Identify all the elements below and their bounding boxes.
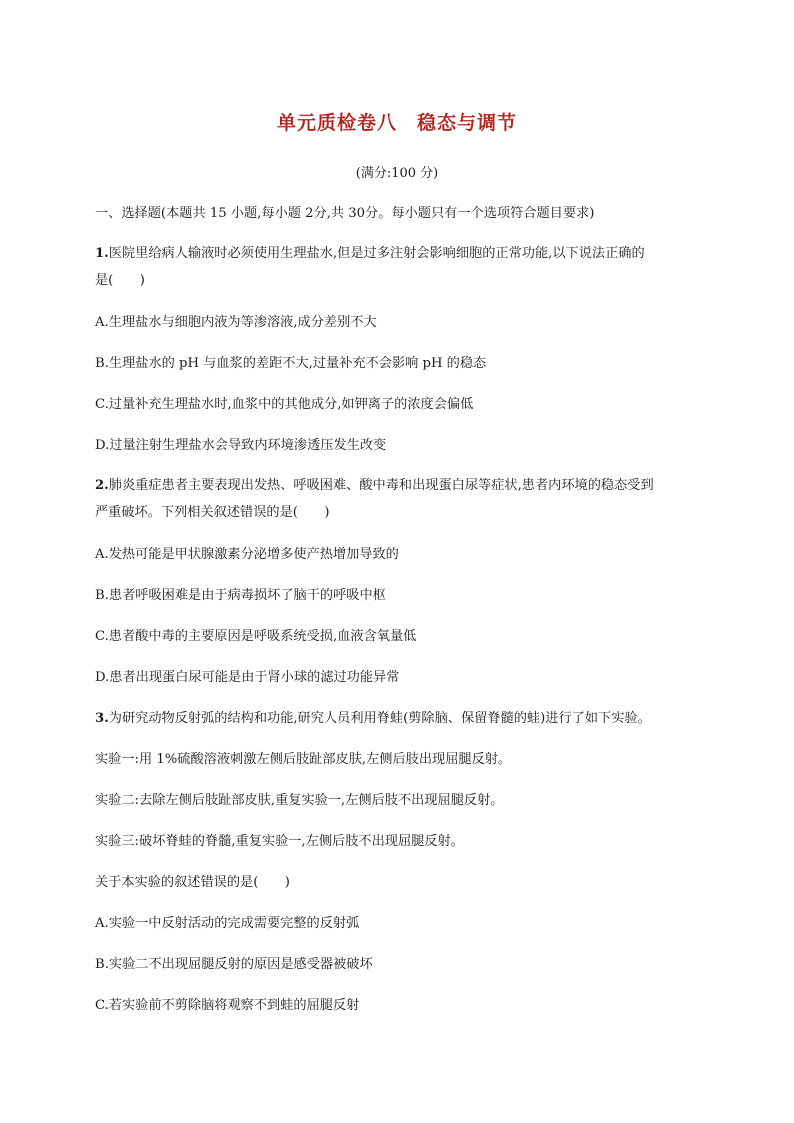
q2-option-c: C.患者酸中毒的主要原因是呼吸系统受损,血液含氧量低 <box>95 629 417 644</box>
q3-question: 关于本实验的叙述错误的是( ) <box>95 875 290 890</box>
q3-number: 3. <box>95 711 109 726</box>
q1-stem-line1: 1.医院里给病人输液时必须使用生理盐水,但是过多注射会影响细胞的正常功能,以下说法正确的 <box>95 246 645 261</box>
q2-option-b: B.患者呼吸困难是由于病毒损坏了脑干的呼吸中枢 <box>95 588 386 603</box>
q1-number: 1. <box>95 246 109 261</box>
q3-experiment-3: 实验三:破坏脊蛙的脊髓,重复实验一,左侧后肢不出现屈腿反射。 <box>95 834 464 849</box>
score-note: (满分:100 分) <box>355 166 439 181</box>
q1-option-b: B.生理盐水的 pH 与血浆的差距不大,过量补充不会影响 pH 的稳态 <box>95 356 487 371</box>
q3-experiment-2: 实验二:去除左侧后肢趾部皮肤,重复实验一,左侧后肢不出现屈腿反射。 <box>95 793 504 808</box>
q3-option-b: B.实验二不出现屈腿反射的原因是感受器被破坏 <box>95 957 373 972</box>
section-header: 一、选择题(本题共 15 小题,每小题 2分,共 30分。每小题只有一个选项符合题目要求) <box>95 206 595 221</box>
q1-option-c: C.过量补充生理盐水时,血浆中的其他成分,如钾离子的浓度会偏低 <box>95 397 474 412</box>
q2-option-a: A.发热可能是甲状腺激素分泌增多使产热增加导致的 <box>95 547 399 562</box>
q1-stem-line2: 是( ) <box>95 273 145 288</box>
q3-experiment-1: 实验一:用 1%硫酸溶液刺激左侧后肢趾部皮肤,左侧后肢出现屈腿反射。 <box>95 752 512 767</box>
page-title: 单元质检卷八 稳态与调节 <box>276 112 517 134</box>
q2-stem-line1: 2.肺炎重症患者主要表现出发热、呼吸困难、酸中毒和出现蛋白尿等症状,患者内环境的稳态受到 <box>95 478 654 493</box>
q2-option-d: D.患者出现蛋白尿可能是由于肾小球的滤过功能异常 <box>95 670 400 685</box>
q3-stem-line1: 3.为研究动物反射弧的结构和功能,研究人员利用脊蛙(剪除脑、保留脊髓的蛙)进行了如下实验。 <box>95 711 651 726</box>
q1-option-a: A.生理盐水与细胞内液为等渗溶液,成分差别不大 <box>95 315 377 330</box>
q2-number: 2. <box>95 478 109 493</box>
q3-option-c: C.若实验前不剪除脑将观察不到蛙的屈腿反射 <box>95 998 360 1013</box>
q1-option-d: D.过量注射生理盐水会导致内环境渗透压发生改变 <box>95 438 387 453</box>
q3-option-a: A.实验一中反射活动的完成需要完整的反射弧 <box>95 916 360 931</box>
q2-stem-line2: 严重破坏。下列相关叙述错误的是( ) <box>95 505 330 520</box>
